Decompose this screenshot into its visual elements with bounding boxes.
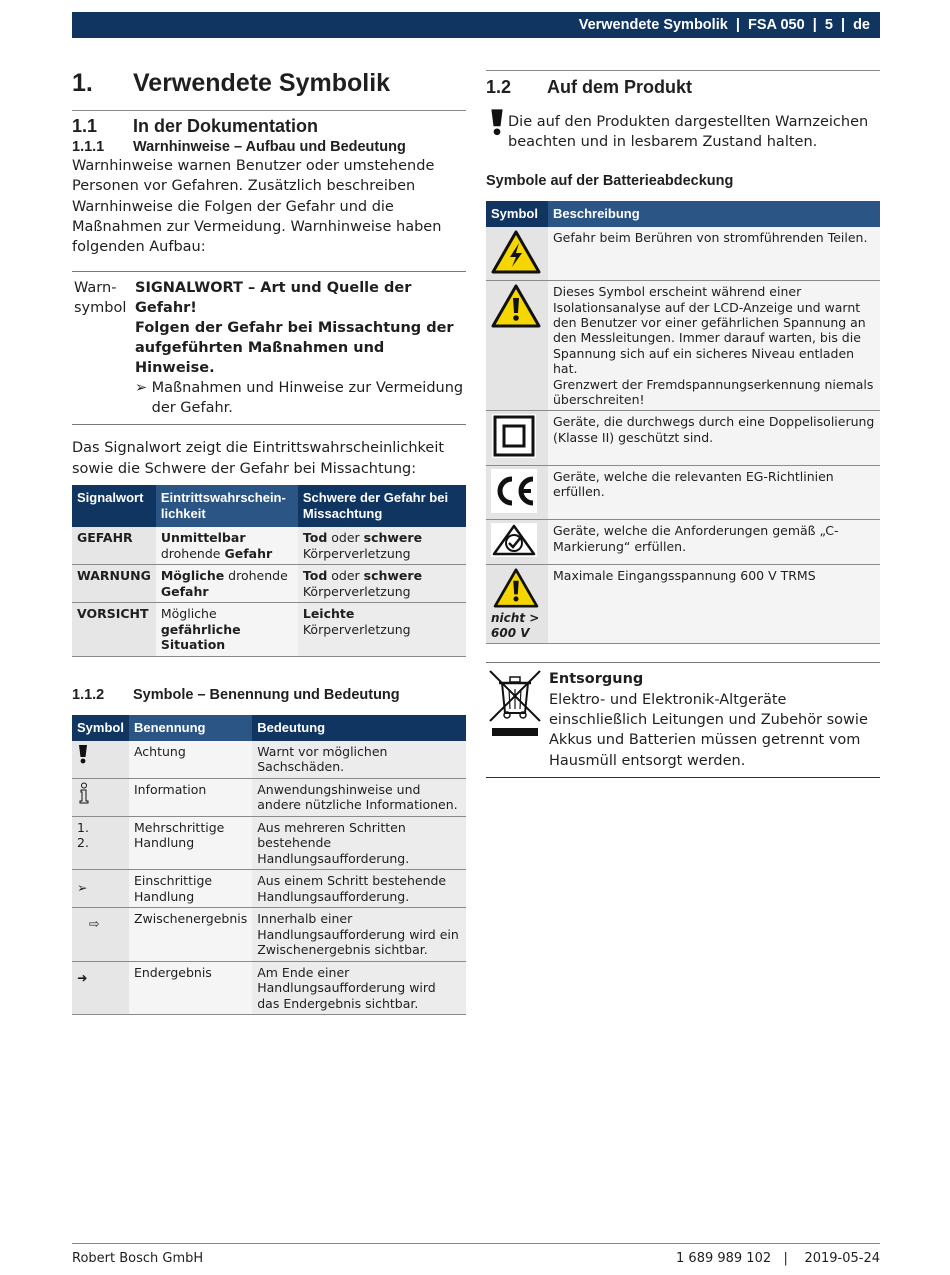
meaning-cell: Am Ende einer Handlungsaufforderung wird das Endergebnis sichtbar. xyxy=(252,961,466,1015)
plain-text: Körperverletzung xyxy=(302,583,411,599)
symbol-cell xyxy=(486,411,548,466)
table-row xyxy=(72,565,466,603)
plain-text: drohende xyxy=(224,568,288,584)
header-separator: | xyxy=(727,17,748,33)
symbol-cell xyxy=(72,816,129,870)
exclamation-icon xyxy=(486,108,508,136)
disposal-body: Elektro- und Elektronik-Altgeräte einschließlich Leitungen und Zubehör sowie Akkus und Batterien müssen getrennt vom Hausmüll entsorgt werden. xyxy=(549,691,868,769)
emphasis-text: Unmittelbar xyxy=(160,530,246,546)
name-cell: Einschrittige Handlung xyxy=(129,870,252,908)
column-header: Symbol xyxy=(486,201,548,227)
table-row xyxy=(72,961,466,1015)
disposal-icon-cell xyxy=(486,669,549,770)
symbol-cell xyxy=(486,520,548,565)
symbol-table xyxy=(72,715,466,1016)
severity-cell xyxy=(298,603,466,657)
product-symbol-table xyxy=(486,201,880,645)
divider xyxy=(72,110,466,111)
table-row xyxy=(72,870,466,908)
emphasis-text: schwere xyxy=(363,530,423,546)
meaning-cell: Anwendungshinweise und andere nützliche Informationen. xyxy=(252,778,466,816)
table-row xyxy=(486,520,880,565)
header-separator: | xyxy=(832,17,854,33)
section-1-1-heading xyxy=(72,116,466,137)
footer-meta xyxy=(676,1251,880,1266)
header-section: Verwendete Symbolik xyxy=(578,17,728,33)
electric-shock-warning-icon xyxy=(491,230,541,274)
warning-symbol-label xyxy=(74,278,135,418)
section-1-1-2-heading xyxy=(72,687,466,703)
section-title: Verwendete Symbolik xyxy=(133,68,391,97)
emphasis-text: schwere xyxy=(363,568,423,584)
info-icon xyxy=(77,782,91,804)
description-cell: Dieses Symbol erscheint während einer Isolationsanalyse auf der LCD-Anzeige und warnt den Benutzer vor einer gefährlichen Spannung an den Messleitungen. Immer darauf warten, bis die Spannung sich auf ein sicheres Niveau entladen hat. Grenzwert der Fremdspannungserkennung niemals überschreiten! xyxy=(548,281,880,411)
symbol-cell xyxy=(72,961,129,1015)
emphasis-text: Tod xyxy=(302,530,328,546)
severity-cell xyxy=(298,527,466,565)
name-cell: Mehrschrittige Handlung xyxy=(129,816,252,870)
label-line: Warn- xyxy=(74,280,117,297)
meaning-cell: Aus mehreren Schritten bestehende Handlungsaufforderung. xyxy=(252,816,466,870)
plain-text: drohende xyxy=(160,545,225,561)
consequence-line: Folgen der Gefahr bei Missachtung der aufgeführten Maßnahmen und Hinweise. xyxy=(135,320,454,377)
column-header: Beschreibung xyxy=(548,201,880,227)
probability-cell xyxy=(156,603,298,657)
probability-cell xyxy=(156,565,298,603)
column-header: Bedeutung xyxy=(252,715,466,741)
plain-text: Mögliche xyxy=(160,606,217,622)
disposal-box xyxy=(486,662,880,777)
disposal-title: Entsorgung xyxy=(549,671,644,688)
emphasis-text: Gefahr xyxy=(224,545,273,561)
table-row xyxy=(486,227,880,281)
description-cell: Gefahr beim Berühren von stromführenden Teilen. xyxy=(548,227,880,281)
left-column xyxy=(72,66,466,1015)
battery-cover-heading: Symbole auf der Batterieabdeckung xyxy=(486,172,734,189)
warning-structure-box xyxy=(72,271,466,425)
description-cell: Geräte, die durchwegs durch eine Doppelisolierung (Klasse II) geschützt sind. xyxy=(548,411,880,466)
symbol-cell xyxy=(486,281,548,411)
emphasis-text: Gefahr xyxy=(160,583,209,599)
intermediate-result-icon: ⇨ xyxy=(89,916,100,932)
header-page-number: 5 xyxy=(824,17,833,33)
table-header-row xyxy=(72,715,466,741)
section-1-1-1-heading xyxy=(72,139,466,155)
signal-word-cell: VORSICHT xyxy=(72,603,156,657)
emphasis-text: Mögliche xyxy=(160,568,225,584)
emphasis-text: Leichte xyxy=(302,606,355,622)
description-cell: Geräte, welche die Anforderungen gemäß „C-Markierung“ erfüllen. xyxy=(548,520,880,565)
step-number: 2. xyxy=(77,835,89,851)
page-header-bar xyxy=(72,12,880,38)
table-row xyxy=(486,281,880,411)
section-number: 1.1.1 xyxy=(72,139,105,155)
table-row xyxy=(72,778,466,816)
table-row xyxy=(72,527,466,565)
section-title: Warnhinweise – Aufbau und Bedeutung xyxy=(133,139,406,155)
name-cell: Achtung xyxy=(129,741,252,779)
right-column xyxy=(486,70,880,778)
symbol-cell xyxy=(486,227,548,281)
probability-cell xyxy=(156,527,298,565)
action-arrow-icon: ➢ xyxy=(135,380,148,397)
signal-word-table xyxy=(72,485,466,657)
plain-text: oder xyxy=(327,568,364,584)
emphasis-text: gefährliche Situation xyxy=(160,621,241,653)
section-number: 1.1.2 xyxy=(72,686,105,703)
action-step xyxy=(135,378,466,418)
symbol-cell xyxy=(72,870,129,908)
column-header: Symbol xyxy=(72,715,129,741)
section-title: Symbole – Benennung und Bedeutung xyxy=(133,686,400,703)
symbol-cell xyxy=(72,741,129,779)
name-cell: Information xyxy=(129,778,252,816)
table-header-row xyxy=(486,201,880,227)
meaning-cell: Innerhalb einer Handlungsaufforderung wird ein Zwischenergebnis sichtbar. xyxy=(252,908,466,962)
meaning-cell: Aus einem Schritt bestehende Handlungsaufforderung. xyxy=(252,870,466,908)
table-row xyxy=(72,603,466,657)
table-header-row xyxy=(72,485,466,527)
column-header: Signalwort xyxy=(72,485,156,527)
section-1-heading xyxy=(72,66,466,100)
plain-text: oder xyxy=(327,530,364,546)
meaning-cell: Warnt vor möglichen Sachschäden. xyxy=(252,741,466,779)
section-title: Auf dem Produkt xyxy=(547,76,693,97)
product-note-text: Die auf den Produkten dargestellten Warnzeichen beachten und in lesbarem Zustand halten. xyxy=(508,114,869,151)
symbol-cell xyxy=(72,908,129,962)
disposal-text xyxy=(549,669,880,770)
signal-word-cell: WARNUNG xyxy=(72,565,156,603)
section-1-2-heading xyxy=(486,74,880,100)
section-number: 1. xyxy=(72,68,93,97)
table-row xyxy=(72,816,466,870)
header-product: FSA 050 xyxy=(747,17,805,33)
header-separator: | xyxy=(804,17,825,33)
header-language: de xyxy=(853,17,870,33)
plain-text: Körperverletzung xyxy=(302,545,411,561)
ce-mark-icon xyxy=(491,469,537,513)
voltage-limit-label: nicht > 600 V xyxy=(491,611,540,640)
action-step-text: Maßnahmen und Hinweise zur Vermeidung der Gefahr. xyxy=(151,380,464,417)
section-number: 1.2 xyxy=(486,76,512,97)
section-number: 1.1 xyxy=(72,116,98,136)
signal-word-line: SIGNALWORT – Art und Quelle der Gefahr! xyxy=(135,280,412,317)
table-row xyxy=(486,411,880,466)
column-header: Schwere der Gefahr bei Missachtung xyxy=(298,485,466,527)
warning-content xyxy=(135,278,466,418)
signal-word-intro: Das Signalwort zeigt die Eintrittswahrscheinlichkeit sowie die Schwere der Gefahr bei Missachtung: xyxy=(72,440,445,477)
rcm-mark-icon xyxy=(491,523,537,557)
step-number: 1. xyxy=(77,819,89,835)
crossed-bin-icon xyxy=(488,669,542,737)
severity-cell xyxy=(298,565,466,603)
single-step-arrow-icon: ➢ xyxy=(77,880,88,896)
table-row xyxy=(72,741,466,779)
label-line: symbol xyxy=(74,300,127,317)
plain-text: Körperverletzung xyxy=(302,621,411,637)
table-row xyxy=(486,564,880,644)
divider xyxy=(486,70,880,71)
exclamation-icon xyxy=(77,744,89,764)
footer-divider xyxy=(72,1243,880,1244)
name-cell: Endergebnis xyxy=(129,961,252,1015)
name-cell: Zwischenergebnis xyxy=(129,908,252,962)
footer-company: Robert Bosch GmbH xyxy=(72,1251,204,1266)
double-insulation-icon xyxy=(491,414,537,458)
section-title: In der Dokumentation xyxy=(133,116,319,136)
table-row xyxy=(486,465,880,520)
end-result-icon: ➜ xyxy=(77,969,88,985)
footer-date: 2019-05-24 xyxy=(804,1251,880,1266)
symbol-cell xyxy=(486,465,548,520)
voltage-warning-icon xyxy=(491,568,541,608)
emphasis-text: Tod xyxy=(302,568,328,584)
general-warning-icon xyxy=(491,284,541,328)
table-row xyxy=(72,908,466,962)
symbol-cell xyxy=(486,564,548,644)
description-cell: Geräte, welche die relevanten EG-Richtlinien erfüllen. xyxy=(548,465,880,520)
column-header: Eintrittswahrschein-lichkeit xyxy=(156,485,298,527)
signal-word-cell: GEFAHR xyxy=(72,527,156,565)
description-cell: Maximale Eingangsspannung 600 V TRMS xyxy=(548,564,880,644)
footer-doc-number: 1 689 989 102 xyxy=(676,1251,772,1266)
footer-separator: | xyxy=(771,1251,805,1266)
product-note xyxy=(486,112,880,153)
symbol-cell xyxy=(72,778,129,816)
column-header: Benennung xyxy=(129,715,252,741)
warning-intro-paragraph: Warnhinweise warnen Benutzer oder umstehende Personen vor Gefahren. Zusätzlich beschreiben Warnhinweise die Folgen der Gefahr und die Maßnahmen zur Vermeidung. Warnhinweise haben folgenden Aufbau: xyxy=(72,158,442,256)
